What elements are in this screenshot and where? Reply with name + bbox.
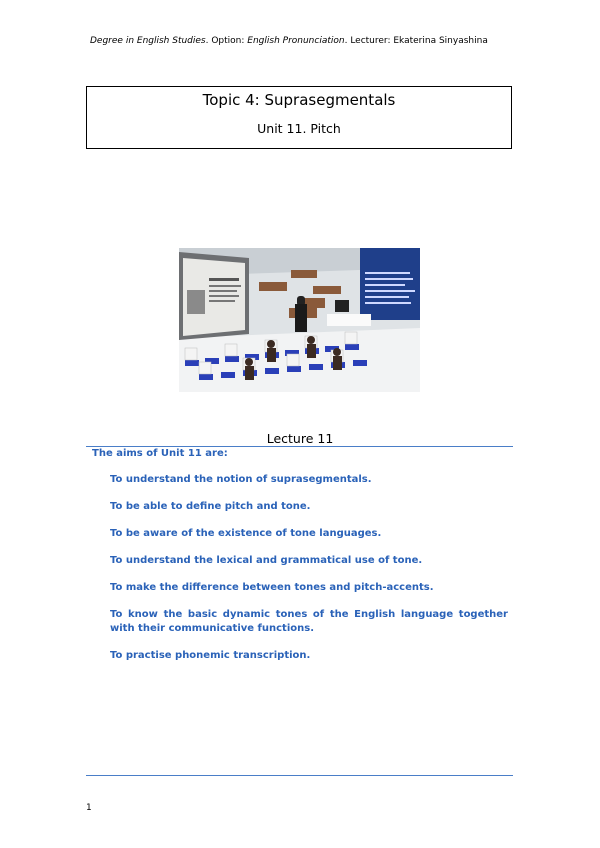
header-option: English Pronunciation [247, 36, 345, 46]
header-sep-1: . Option: [205, 36, 248, 46]
virtual-classroom-image [179, 248, 420, 392]
virtual-classroom-illustration-icon [179, 248, 420, 392]
aim-item: To practise phonemic transcription. [110, 650, 311, 661]
divider-bottom [86, 775, 513, 776]
lecture-heading: Lecture 11 [266, 431, 334, 446]
divider-top [86, 446, 513, 447]
title-box [86, 86, 512, 149]
page-number: 1 [86, 803, 92, 813]
header-degree: Degree in English Studies [90, 36, 206, 46]
aims-intro: The aims of Unit 11 are: [92, 448, 228, 459]
aim-item: To understand the notion of suprasegmentals. [110, 474, 372, 485]
header-lecturer: . Lecturer: Ekaterina Sinyashina [344, 36, 488, 46]
aim-item: To be aware of the existence of tone languages. [110, 528, 382, 539]
running-header [90, 36, 530, 46]
aim-item: To know the basic dynamic tones of the English language together with their communicative functions. [110, 609, 508, 634]
aim-item: To make the difference between tones and pitch-accents. [110, 582, 434, 593]
aim-item: To understand the lexical and grammatical use of tone. [110, 555, 423, 566]
unit-title: Unit 11. Pitch [257, 121, 341, 136]
aim-item: To be able to define pitch and tone. [110, 501, 311, 512]
topic-title: Topic 4: Suprasegmentals [202, 91, 396, 109]
